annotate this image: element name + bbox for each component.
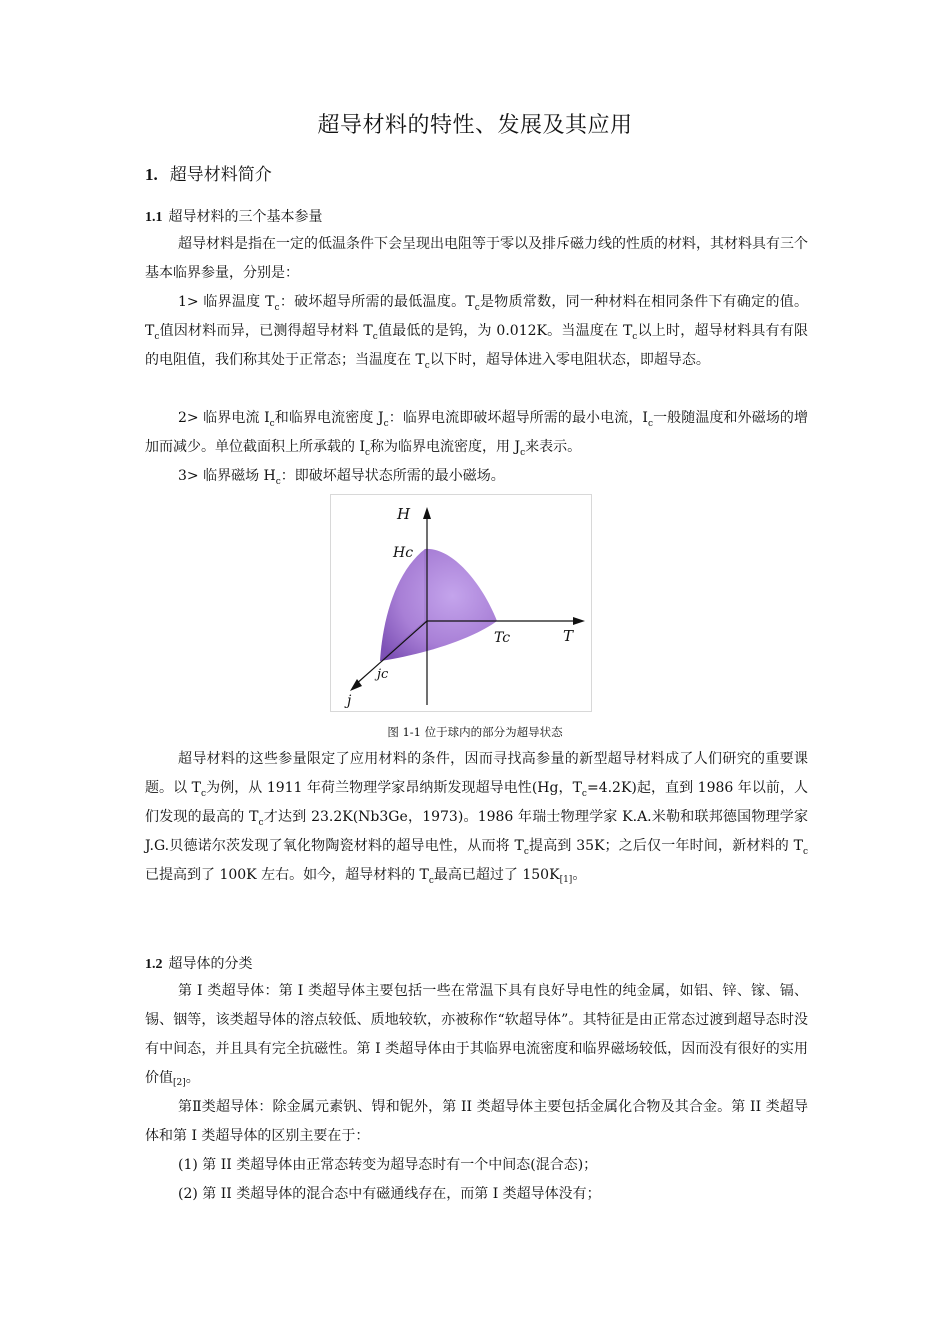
subsection-title: 超导材料的三个基本参量 (168, 209, 323, 225)
section-number: 1. (145, 165, 158, 184)
axis-label-hc: Hc (393, 545, 414, 561)
subsection-1-1-heading (145, 206, 323, 226)
critical-surface-figure (330, 494, 592, 712)
citation-ref: [2] (173, 1078, 186, 1088)
axis-label-h: H (397, 505, 411, 523)
h-axis-arrow (423, 507, 431, 519)
critical-field-paragraph: 3> 临界磁场 $H_c$：即破坏超导状态所需的最小磁场。 (178, 468, 505, 487)
critical-temperature-paragraph: 1> 临界温度 $T_c$：破坏超导所需的最低温度。$T_c$是物质常数，同一种材料在相同条件下有确定的值。$T_c$值因材料而异，已测得超导材料 $T_c$值最低的是钨，为 0.012K。当温度在 $T_c$以上时，超导材料具有有限的电阻值，我们称其处于正常态；当温度在 $T_c$以下时，超导体进入零电阻状态，即超导态。 (145, 294, 808, 371)
section-title: 超导材料简介 (169, 165, 272, 185)
axis-label-j: j (347, 693, 352, 709)
list-item: (1) 第 II 类超导体由正常态转变为超导态时有一个中间态(混合态)； (178, 1157, 598, 1173)
subsection-number: 1.1 (145, 210, 163, 225)
subsection-title: 超导体的分类 (168, 956, 253, 972)
axis-label-tc: Tc (494, 630, 511, 646)
axis-label-t: T (563, 627, 574, 645)
superconducting-region (380, 549, 497, 661)
history-paragraph: 超导材料的这些参量限定了应用材料的条件，因而寻找高参量的新型超导材料成了人们研究的重要课题。以 $T_c$为例，从 1911 年荷兰物理学家昂纳斯发现超导电性(Hg，$T_c=4.2K$)起，直到 1986 年以前，人们发现的最高的 $T_c$才达到 23.2K(Nb3Ge，1973)。1986 年瑞士物理学家 K.A.米勒和联邦德国物理学家 J.G.贝德诺尔茨发现了氧化物陶瓷材料的超导电性，从而将 $T_c$提高到 35K；之后仅一年时间，新材料的 $T_c$已提高到了 100K 左右。如今，超导材料的 $T_c$最高已超过了 150K[1]。 (145, 751, 809, 886)
section-1-heading (145, 160, 272, 185)
type-2-paragraph: 第Ⅱ类超导体：除金属元素钒、锝和铌外，第 II 类超导体主要包括金属化合物及其合金。第 II 类超导体和第 I 类超导体的区别主要在于： (145, 1099, 808, 1144)
t-axis-arrow (573, 617, 585, 625)
critical-current-paragraph: 2> 临界电流 $I_c$和临界电流密度 $J_c$：临界电流即破坏超导所需的最小电流，$I_c$一般随温度和外磁场的增加而减少。单位截面积上所承载的 $I_c$称为临界电流密度，用 $J_c$来表示。 (145, 410, 809, 458)
document-title: 超导材料的特性、发展及其应用 (317, 113, 633, 138)
intro-paragraph: 超导材料是指在一定的低温条件下会呈现出电阻等于零以及排斥磁力线的性质的材料，其材料具有三个基本临界参量，分别是： (145, 236, 808, 281)
list-item: (2) 第 II 类超导体的混合态中有磁通线存在，而第 I 类超导体没有； (178, 1186, 601, 1202)
citation-ref: [1] (559, 875, 573, 885)
subsection-number: 1.2 (145, 957, 163, 972)
axis-label-jc: jc (377, 667, 389, 682)
subsection-1-2-heading (145, 953, 253, 973)
figure-caption: 图 1-1 位于球内的部分为超导状态 (387, 725, 563, 739)
critical-surface-diagram (331, 495, 591, 711)
type-1-paragraph: 第 I 类超导体：第 I 类超导体主要包括一些在常温下具有良好导电性的纯金属，如铝、锌、镓、镉、锡、铟等，该类超导体的溶点较低、质地较软，亦被称作“软超导体”。其特征是由正常态过渡到超导态时没有中间态，并且具有完全抗磁性。第 I 类超导体由于其临界电流密度和临界磁场较低，因而没有很好的实用价值[2]。 (145, 983, 808, 1088)
